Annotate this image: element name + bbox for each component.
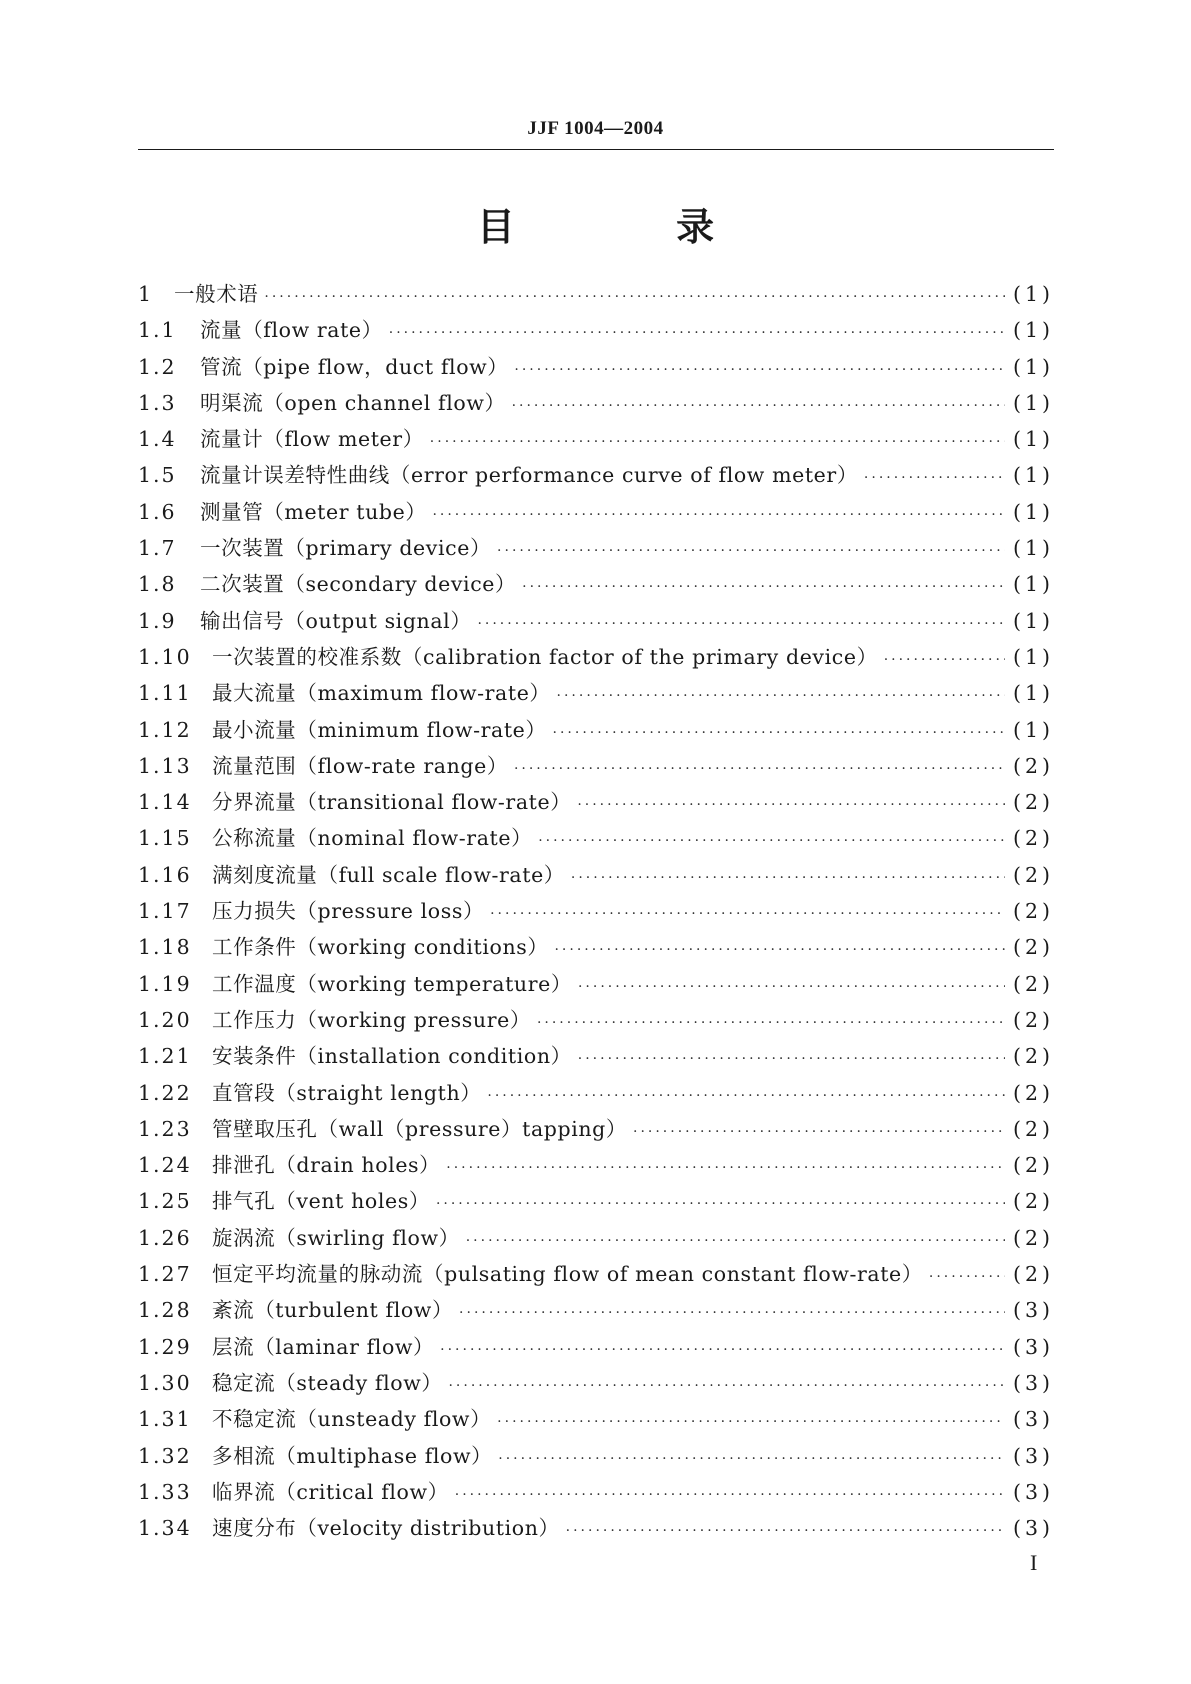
toc-entry-page: (1): [1012, 572, 1054, 597]
toc-entry[interactable]: [138, 785, 1054, 821]
toc-entry-number: 1.32: [138, 1443, 192, 1468]
toc-entry-title: 工作温度（working temperature）: [212, 971, 572, 996]
toc-entry-title: 直管段（straight length）: [212, 1080, 482, 1105]
toc-entry-number: 1.2: [138, 354, 177, 379]
table-of-contents: [138, 277, 1054, 1547]
toc-entry[interactable]: [138, 930, 1054, 966]
toc-entry-number: 1.15: [138, 826, 192, 851]
toc-entry-title: 管壁取压孔（wall（pressure）tapping）: [212, 1116, 627, 1141]
toc-entry-number: 1.22: [138, 1080, 192, 1105]
toc-entry-page: (2): [1012, 1153, 1054, 1178]
toc-entry-title: 紊流（turbulent flow）: [212, 1298, 454, 1323]
toc-leader-dots: [446, 1160, 1005, 1176]
toc-entry-number: 1: [138, 282, 154, 306]
toc-entry-number: 1.16: [138, 862, 192, 887]
toc-leader-dots: [264, 289, 1005, 305]
toc-entry-page: (1): [1012, 318, 1054, 343]
toc-entry-page: (1): [1012, 608, 1054, 633]
toc-leader-dots: [490, 906, 1005, 922]
toc-entry[interactable]: [138, 858, 1054, 894]
toc-entry-number: 1.10: [138, 644, 192, 669]
toc-entry-page: (2): [1012, 862, 1054, 887]
toc-entry[interactable]: [138, 1076, 1054, 1112]
toc-entry-number: 1.24: [138, 1153, 192, 1178]
toc-entry-page: (1): [1012, 536, 1054, 561]
toc-leader-dots: [554, 942, 1004, 958]
toc-entry-number: 1.11: [138, 681, 192, 706]
toc-entry-page: (2): [1012, 935, 1054, 960]
toc-entry[interactable]: [138, 640, 1054, 676]
toc-entry-page: (1): [1012, 644, 1054, 669]
toc-leader-dots: [578, 979, 1005, 995]
toc-entry-title: 压力损失（pressure loss）: [212, 899, 485, 924]
toc-entry-page: (2): [1012, 899, 1054, 924]
toc-entry-number: 1.34: [138, 1516, 192, 1541]
toc-entry[interactable]: [138, 1221, 1054, 1257]
toc-entry[interactable]: [138, 1511, 1054, 1547]
toc-entry-title: 排气孔（vent holes）: [212, 1189, 430, 1214]
toc-entry-number: 1.29: [138, 1334, 192, 1359]
toc-entry-page: (1): [1012, 390, 1054, 415]
toc-entry[interactable]: [138, 676, 1054, 712]
toc-entry-number: 1.20: [138, 1007, 192, 1032]
toc-entry-number: 1.21: [138, 1044, 192, 1069]
toc-entry-title: 旋涡流（swirling flow）: [212, 1225, 460, 1250]
toc-entry[interactable]: [138, 1293, 1054, 1329]
toc-leader-dots: [553, 725, 1005, 741]
toc-entry-number: 1.4: [138, 427, 177, 452]
toc-entry-title: 层流（laminar flow）: [212, 1334, 435, 1359]
toc-entry[interactable]: [138, 313, 1054, 349]
toc-entry[interactable]: [138, 350, 1054, 386]
toc-entry-title: 二次装置（secondary device）: [200, 572, 517, 597]
toc-entry-title: 流量范围（flow-rate range）: [212, 753, 508, 778]
toc-entry-page: (1): [1012, 499, 1054, 524]
toc-entry-title: 管流（pipe flow，duct flow）: [200, 354, 509, 379]
toc-entry[interactable]: [138, 821, 1054, 857]
toc-entry-page: (1): [1012, 427, 1054, 452]
toc-entry[interactable]: [138, 567, 1054, 603]
toc-entry-page: (1): [1012, 681, 1054, 706]
toc-entry[interactable]: [138, 531, 1054, 567]
toc-entry-page: (3): [1012, 1516, 1054, 1541]
page-title: 目 录: [476, 205, 789, 249]
toc-entry-number: 1.27: [138, 1262, 192, 1287]
toc-leader-dots: [436, 1196, 1005, 1212]
toc-entry[interactable]: [138, 495, 1054, 531]
toc-entry-title: 一次装置的校准系数（calibration factor of the primary device）: [212, 644, 878, 669]
toc-entry[interactable]: [138, 1003, 1054, 1039]
toc-leader-dots: [566, 1523, 1005, 1539]
toc-entry[interactable]: [138, 1402, 1054, 1438]
toc-entry-number: 1.17: [138, 899, 192, 924]
toc-entry-page: (2): [1012, 1044, 1054, 1069]
toc-entry-number: 1.26: [138, 1225, 192, 1250]
toc-entry[interactable]: [138, 894, 1054, 930]
toc-leader-dots: [571, 870, 1005, 886]
toc-entry-number: 1.5: [138, 463, 177, 488]
toc-entry-page: (2): [1012, 971, 1054, 996]
toc-entry[interactable]: [138, 1148, 1054, 1184]
toc-leader-dots: [389, 325, 1005, 341]
toc-leader-dots: [522, 579, 1005, 595]
toc-entry-title: 临界流（critical flow）: [212, 1479, 449, 1504]
toc-entry-page: (1): [1012, 463, 1054, 488]
toc-entry-number: 1.18: [138, 935, 192, 960]
toc-entry-number: 1.33: [138, 1479, 192, 1504]
toc-leader-dots: [497, 543, 1005, 559]
toc-entry-title: 明渠流（open channel flow）: [200, 390, 506, 415]
toc-entry-page: (3): [1012, 1334, 1054, 1359]
toc-entry-title: 流量计误差特性曲线（error performance curve of flow meter）: [200, 463, 858, 488]
toc-entry-number: 1.7: [138, 536, 177, 561]
toc-leader-dots: [430, 434, 1005, 450]
toc-entry-page: (2): [1012, 1262, 1054, 1287]
toc-entry-page: (1): [1012, 354, 1054, 379]
toc-leader-dots: [537, 1015, 1005, 1031]
header-rule: [138, 149, 1054, 150]
toc-entry-page: (3): [1012, 1479, 1054, 1504]
toc-entry-page: (3): [1012, 1298, 1054, 1323]
toc-leader-dots: [455, 1487, 1005, 1503]
toc-entry-title: 分界流量（transitional flow-rate）: [212, 790, 572, 815]
toc-entry[interactable]: [138, 1184, 1054, 1220]
toc-entry[interactable]: [138, 1330, 1054, 1366]
toc-leader-dots: [432, 507, 1005, 523]
toc-entry-title: 公称流量（nominal flow-rate）: [212, 826, 533, 851]
toc-leader-dots: [448, 1378, 1004, 1394]
toc-entry[interactable]: [138, 277, 1054, 313]
toc-entry-number: 1.8: [138, 572, 177, 597]
page-number: I: [1030, 1550, 1038, 1575]
toc-entry-number: 1.3: [138, 390, 177, 415]
toc-entry-page: (2): [1012, 1189, 1054, 1214]
toc-entry-number: 1.23: [138, 1116, 192, 1141]
toc-entry-page: (3): [1012, 1443, 1054, 1468]
toc-leader-dots: [929, 1269, 1005, 1285]
toc-entry-title: 最大流量（maximum flow-rate）: [212, 681, 551, 706]
toc-entry-number: 1.6: [138, 499, 177, 524]
toc-leader-dots: [514, 362, 1005, 378]
toc-entry-title: 满刻度流量（full scale flow-rate）: [212, 862, 565, 887]
toc-leader-dots: [512, 398, 1005, 414]
toc-entry-page: (2): [1012, 753, 1054, 778]
toc-entry-number: 1.14: [138, 790, 192, 815]
toc-entry-page: (2): [1012, 790, 1054, 815]
toc-entry-page: (3): [1012, 1370, 1054, 1395]
toc-leader-dots: [487, 1088, 1005, 1104]
toc-leader-dots: [884, 652, 1005, 668]
toc-entry-title: 输出信号（output signal）: [200, 608, 472, 633]
toc-entry[interactable]: [138, 1439, 1054, 1475]
toc-leader-dots: [440, 1342, 1005, 1358]
toc-entry[interactable]: [138, 422, 1054, 458]
toc-leader-dots: [477, 616, 1005, 632]
toc-entry-page: (2): [1012, 1116, 1054, 1141]
toc-entry-page: (1): [1012, 282, 1054, 306]
toc-entry-page: (2): [1012, 1007, 1054, 1032]
toc-entry-title: 工作条件（working conditions）: [212, 935, 549, 960]
toc-entry[interactable]: [138, 967, 1054, 1003]
toc-entry-title: 多相流（multiphase flow）: [212, 1443, 493, 1468]
toc-leader-dots: [459, 1305, 1005, 1321]
toc-entry-title: 恒定平均流量的脉动流（pulsating flow of mean constant flow-rate）: [212, 1262, 923, 1287]
toc-leader-dots: [577, 797, 1005, 813]
toc-entry-number: 1.30: [138, 1370, 192, 1395]
toc-entry-page: (1): [1012, 717, 1054, 742]
document-code-header: JJF 1004—2004: [527, 118, 664, 139]
toc-entry[interactable]: [138, 1039, 1054, 1075]
toc-entry-title: 最小流量（minimum flow-rate）: [212, 717, 547, 742]
toc-entry-page: (2): [1012, 826, 1054, 851]
toc-entry-title: 工作压力（working pressure）: [212, 1007, 531, 1032]
toc-leader-dots: [538, 833, 1005, 849]
toc-leader-dots: [578, 1051, 1005, 1067]
toc-entry-number: 1.25: [138, 1189, 192, 1214]
toc-entry-number: 1.31: [138, 1407, 192, 1432]
toc-entry[interactable]: [138, 604, 1054, 640]
toc-entry-number: 1.13: [138, 753, 192, 778]
toc-entry-title: 流量（flow rate）: [200, 318, 383, 343]
toc-entry-page: (2): [1012, 1080, 1054, 1105]
toc-entry-title: 流量计（flow meter）: [200, 427, 424, 452]
toc-entry-title: 排泄孔（drain holes）: [212, 1153, 441, 1178]
toc-entry[interactable]: [138, 1366, 1054, 1402]
toc-leader-dots: [864, 470, 1005, 486]
toc-leader-dots: [514, 761, 1005, 777]
toc-leader-dots: [633, 1124, 1005, 1140]
toc-entry-title: 安装条件（installation condition）: [212, 1044, 572, 1069]
toc-entry-page: (2): [1012, 1225, 1054, 1250]
toc-entry[interactable]: [138, 749, 1054, 785]
toc-leader-dots: [498, 1451, 1005, 1467]
toc-entry-title: 速度分布（velocity distribution）: [212, 1516, 560, 1541]
toc-entry[interactable]: [138, 386, 1054, 422]
toc-entry-number: 1.9: [138, 608, 177, 633]
toc-entry-page: (3): [1012, 1407, 1054, 1432]
toc-entry[interactable]: [138, 1112, 1054, 1148]
toc-entry-title: 不稳定流（unsteady flow）: [212, 1407, 492, 1432]
toc-entry-number: 1.28: [138, 1298, 192, 1323]
toc-entry-title: 稳定流（steady flow）: [212, 1370, 443, 1395]
toc-leader-dots: [466, 1233, 1005, 1249]
toc-entry[interactable]: [138, 713, 1054, 749]
toc-leader-dots: [497, 1414, 1005, 1430]
toc-entry-title: 一般术语: [174, 282, 259, 306]
toc-leader-dots: [557, 688, 1005, 704]
toc-entry-number: 1.19: [138, 971, 192, 996]
toc-entry[interactable]: [138, 458, 1054, 494]
toc-entry-number: 1.12: [138, 717, 192, 742]
toc-entry-number: 1.1: [138, 318, 177, 343]
toc-entry-title: 测量管（meter tube）: [200, 499, 427, 524]
toc-entry-title: 一次装置（primary device）: [200, 536, 492, 561]
toc-entry[interactable]: [138, 1257, 1054, 1293]
toc-entry[interactable]: [138, 1475, 1054, 1511]
